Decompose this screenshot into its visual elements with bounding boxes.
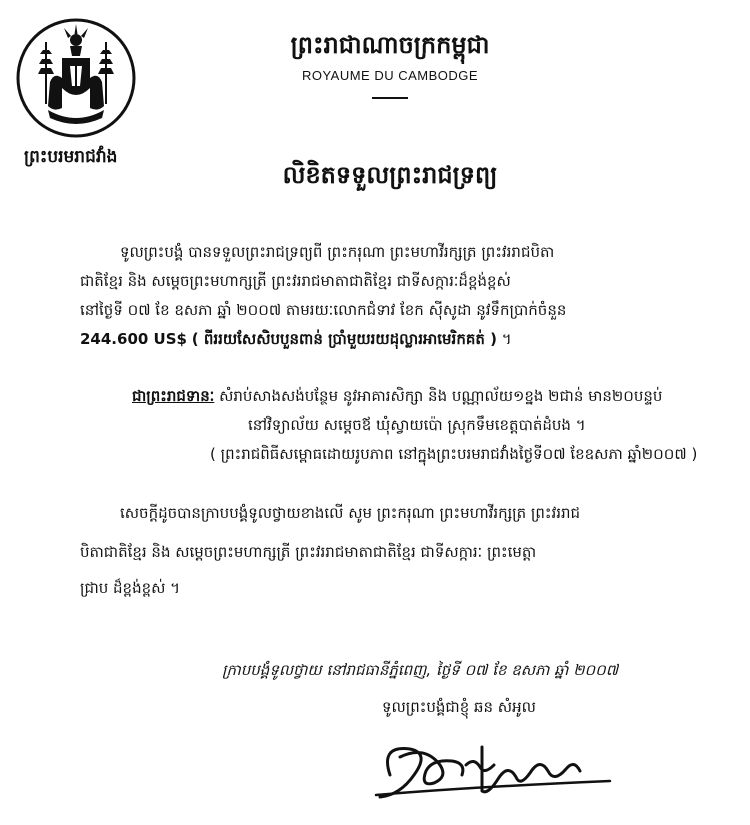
kingdom-title-khmer: ព្រះរាជាណាចក្រកម្ពុជា (290, 31, 490, 59)
purpose-line-2: នៅវិទ្យាល័យ សម្តេចឪ ឃុំស្វាយប៉ោ ស្រុកទឹមខេត្តបាត់ដំបង ។ (248, 416, 586, 434)
kingdom-title-french: ROYAUME DU CAMBODGE (301, 68, 479, 83)
paragraph-3-line-2: បិតាជាតិខ្មែរ និង សម្តេចព្រះមហាក្សត្រី ព្រះវររាជមាតាជាតិខ្មែរ ជាទីសក្ការៈ ព្រះមេត្តា (80, 543, 537, 561)
paragraph-1-line-3: នៅថ្ងៃទី ០៧ ខែ ឧសភា ឆ្នាំ ២០០៧ តាមរយៈលោកជំទាវ ខែក ស៊ីសូដា នូវទឹកប្រាក់ចំនួន (80, 301, 567, 319)
paragraph-3-line-1: សេចក្តីដូចបានក្រាបបង្គំទូលថ្វាយខាងលើ សូម ព្រះករុណា ព្រះមហាវីរក្សត្រ ព្រះវររាជ (120, 504, 581, 522)
amount-line (80, 329, 512, 349)
office-label: ព្រះបរមរាជវាំង (24, 147, 118, 167)
paragraph-1-line-1: ទូលព្រះបង្គំ បានទទួលព្រះរាជទ្រព្យពី ព្រះករុណា ព្រះមហាវីរក្សត្រ ព្រះវររាជបិតា (120, 243, 555, 261)
header-divider (372, 97, 408, 99)
signer-name: ទូលព្រះបង្គំជាខ្ញុំ ឆន សំអូល (382, 698, 536, 716)
purpose-label: ជាព្រះរាជទានៈ (132, 387, 215, 405)
paragraph-1-line-2: ជាតិខ្មែរ និង សម្តេចព្រះមហាក្សត្រី ព្រះវររាជមាតាជាតិខ្មែរ ជាទីសក្ការៈដ៏ខ្ពង់ខ្ពស់ (80, 272, 511, 290)
document-title: លិខិតទទួលព្រះរាជទ្រព្យ (282, 161, 498, 189)
handwritten-signature (370, 735, 620, 805)
amount-value: 244.600 US$ (80, 330, 187, 348)
amount-line-end: ។ (501, 330, 512, 348)
purpose-line-1 (132, 386, 662, 406)
amount-in-words: ( ពីររយសែសិបបួនពាន់ ប្រាំមួយរយដុល្លារអាមេរិកគត់ ) (191, 330, 497, 348)
paragraph-3-line-3: ជ្រាប ដ៏ខ្ពង់ខ្ពស់ ។ (80, 579, 181, 597)
place-and-date: ក្រាបបង្គំទូលថ្វាយ នៅរាជធានីភ្នំពេញ, ថ្ងៃទី ០៧ ខែ ឧសភា ឆ្នាំ ២០០៧ (222, 661, 619, 679)
purpose-line-3: ( ព្រះរាជពិធីសម្ពោធដោយរូបភាព នៅក្នុងព្រះបរមរាជវាំងថ្ងៃទី០៧ ខែឧសភា ឆ្នាំ២០០៧ ) (210, 445, 698, 463)
purpose-text-1: សំរាប់សាងសង់បន្ថែម នូវអាគារសិក្សា និង បណ្ណាល័យ១ខ្នង ២ជាន់ មាន២០បន្ទប់ (219, 387, 663, 405)
